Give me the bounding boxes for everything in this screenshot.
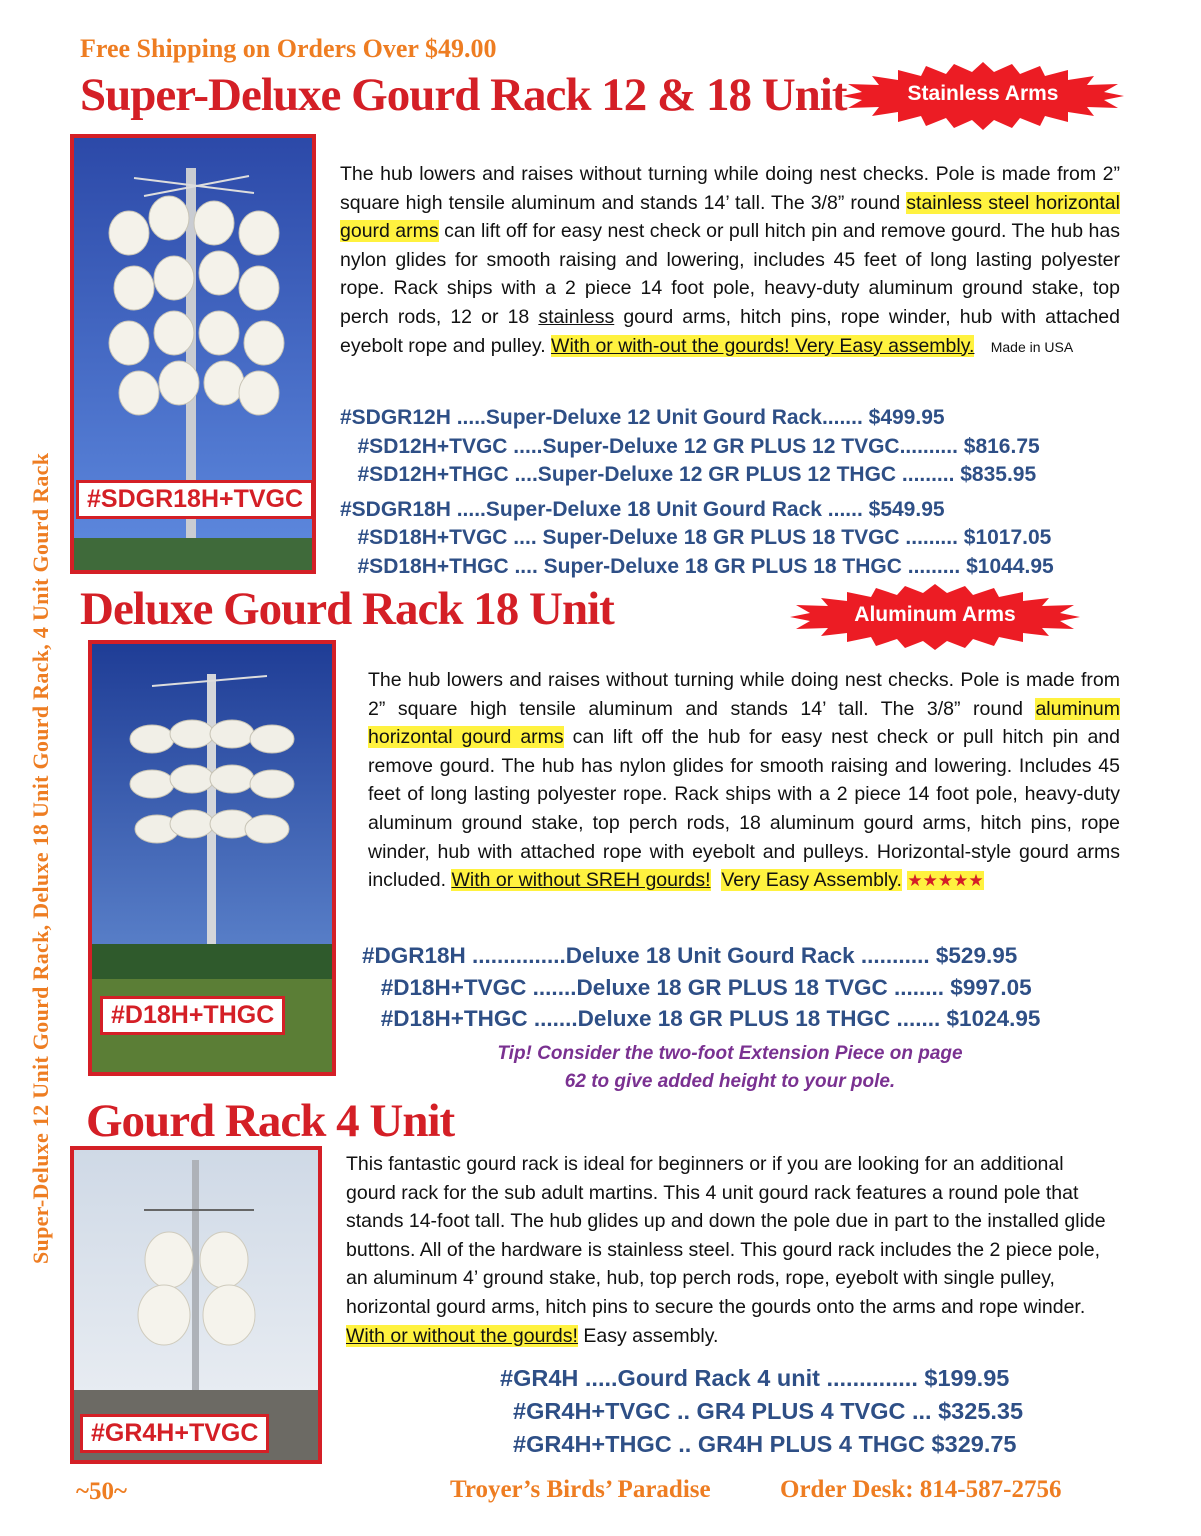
text-segment: This fantastic gourd rack is ideal for beginners or if you are looking for an additional gourd rack for the sub adult martins. This 4 unit gourd rack features a round pole that stands 14-foot tall. The hub glides up and down the pole due in part to the installed glide buttons. All of the hardware is stainless steel. This gourd rack includes the 2 piece pole, an aluminum 4’ ground stake, hub, top perch rods, rope, eyebolt with single pulley, horizontal gourd arms, hitch pins to secure the gourds onto the arms and rope winder. — [346, 1153, 1106, 1318]
text-segment: The hub lowers and raises without turning while doing nest checks. Pole is made from 2” square high tensile aluminum and stands 14’ tall. The 3/8” round — [368, 669, 1120, 720]
highlight-with-sreh-gourds: With or without SREH gourds! — [451, 869, 711, 892]
price-line: #SD18H+TVGC .... Super-Deluxe 18 GR PLUS 18 TVGC ......... $1017.05 — [340, 526, 1052, 549]
stainless-arms-badge — [842, 62, 1124, 130]
highlight-with-gourds: With or without the gourds! — [346, 1324, 578, 1347]
aluminum-arms-label: Aluminum Arms — [854, 603, 1016, 626]
price-line: #SD18H+THGC .... Super-Deluxe 18 GR PLUS 18 THGC ......... $1044.95 — [340, 554, 1054, 578]
text-segment: Easy assembly. — [577, 1324, 719, 1347]
deluxe-title: Deluxe Gourd Rack 18 Unit — [80, 583, 614, 635]
price-line: #GR4H .....Gourd Rack 4 unit .............. $199.95 — [500, 1365, 1010, 1391]
price-line: #D18H+TVGC .......Deluxe 18 GR PLUS 18 TVGC ........ $997.05 — [362, 974, 1032, 1000]
free-shipping-banner: Free Shipping on Orders Over $49.00 — [80, 34, 497, 63]
made-in-usa: Made in USA — [990, 338, 1074, 355]
five-stars-icon: ★★★★★ — [907, 871, 984, 891]
gourd-rack-4-description — [346, 1150, 1116, 1350]
price-line: #D18H+THGC .......Deluxe 18 GR PLUS 18 THGC ....... $1024.95 — [362, 1006, 1041, 1031]
deluxe-description — [368, 666, 1120, 896]
gourd-rack-4-title: Gourd Rack 4 Unit — [86, 1095, 455, 1147]
tip-note — [360, 1040, 1100, 1096]
price-line: #DGR18H ...............Deluxe 18 Unit Gourd Rack ........... $529.95 — [362, 943, 1018, 968]
text-segment: can lift off for easy nest check or pull hitch pin and remove gourd. The hub has nylon glides for smooth raising and lowering, includes 45 feet of long lasting polyester rope. Rack ships with a 2 piece 14 foot pole, heavy-duty aluminum ground stake, top perch rods, 12 or 18 — [340, 220, 1120, 328]
price-line: #SDGR18H .....Super-Deluxe 18 Unit Gourd Rack ...... $549.95 — [340, 497, 945, 521]
tip-line: 62 to give added height to your pole. — [564, 1071, 896, 1092]
text-segment: The hub lowers and raises without turning while doing nest checks. Pole is made from 2” square high tensile aluminum and stands 14’ tall. The 3/8” round — [340, 163, 1120, 214]
side-vertical-text: Super-Deluxe 12 Unit Gourd Rack, Deluxe 18 Unit Gourd Rack, 4 Unit Gourd Rack — [28, 452, 53, 1264]
super-deluxe-description — [340, 160, 1120, 361]
tip-line: Tip! Consider the two-foot Extension Piece on page — [497, 1043, 963, 1064]
highlight-with-gourds: With or with-out the gourds! Very Easy assembly. — [551, 334, 975, 357]
deluxe-photo-tag: #D18H+THGC — [100, 996, 285, 1035]
aluminum-arms-badge — [790, 584, 1080, 650]
price-line: #SD12H+TVGC .....Super-Deluxe 12 GR PLUS 12 TVGC.......... $816.75 — [340, 434, 1040, 458]
footer-company: Troyer’s Birds’ Paradise — [450, 1476, 711, 1503]
highlight-aluminum-arms: aluminum horizontal gourd arms — [368, 697, 1120, 749]
super-deluxe-price-list — [340, 404, 1054, 581]
highlight-very-easy: Very Easy Assembly. — [721, 869, 902, 892]
super-deluxe-title: Super-Deluxe Gourd Rack 12 & 18 Unit — [80, 69, 847, 121]
stainless-arms-label: Stainless Arms — [907, 82, 1059, 105]
price-line: #GR4H+TVGC .. GR4 PLUS 4 TVGC ... $325.35 — [500, 1398, 1024, 1424]
footer-order-desk: Order Desk: 814-587-2756 — [780, 1476, 1062, 1503]
price-line: #SD12H+THGC ....Super-Deluxe 12 GR PLUS 12 THGC ......... $835.95 — [340, 463, 1037, 486]
price-line: #GR4H+THGC .. GR4H PLUS 4 THGC $329.75 — [500, 1431, 1017, 1457]
underline-stainless: stainless — [538, 305, 615, 328]
super-deluxe-photo-tag: #SDGR18H+TVGC — [76, 480, 314, 519]
page-number: ~50~ — [76, 1478, 128, 1505]
price-line: #SDGR12H .....Super-Deluxe 12 Unit Gourd Rack....... $499.95 — [340, 406, 945, 429]
highlight-stainless-arms: stainless steel horizontal gourd arms — [340, 191, 1120, 243]
text-segment: gourd arms, hitch pins, rope winder, hub with attached eyebolt rope and pulley. — [340, 305, 1120, 357]
gourd-rack-4-photo-tag: #GR4H+TVGC — [80, 1414, 269, 1453]
gourd-rack-4-price-list — [500, 1362, 1023, 1461]
deluxe-price-list — [362, 940, 1040, 1035]
text-segment: can lift off the hub for easy nest check or pull hitch pin and remove gourd. The hub has nylon glides for smooth raising and lowering. Includes 45 feet of long lasting polyester rope. Rack ships with a 2 piece 14 foot pole, heavy-duty aluminum ground stake, top perch rods, 18 aluminum gourd arms, hitch pins, rope winder, hub with attached rope with eyebolt and pulleys. Horizontal-style gourd arms included. — [368, 726, 1120, 892]
